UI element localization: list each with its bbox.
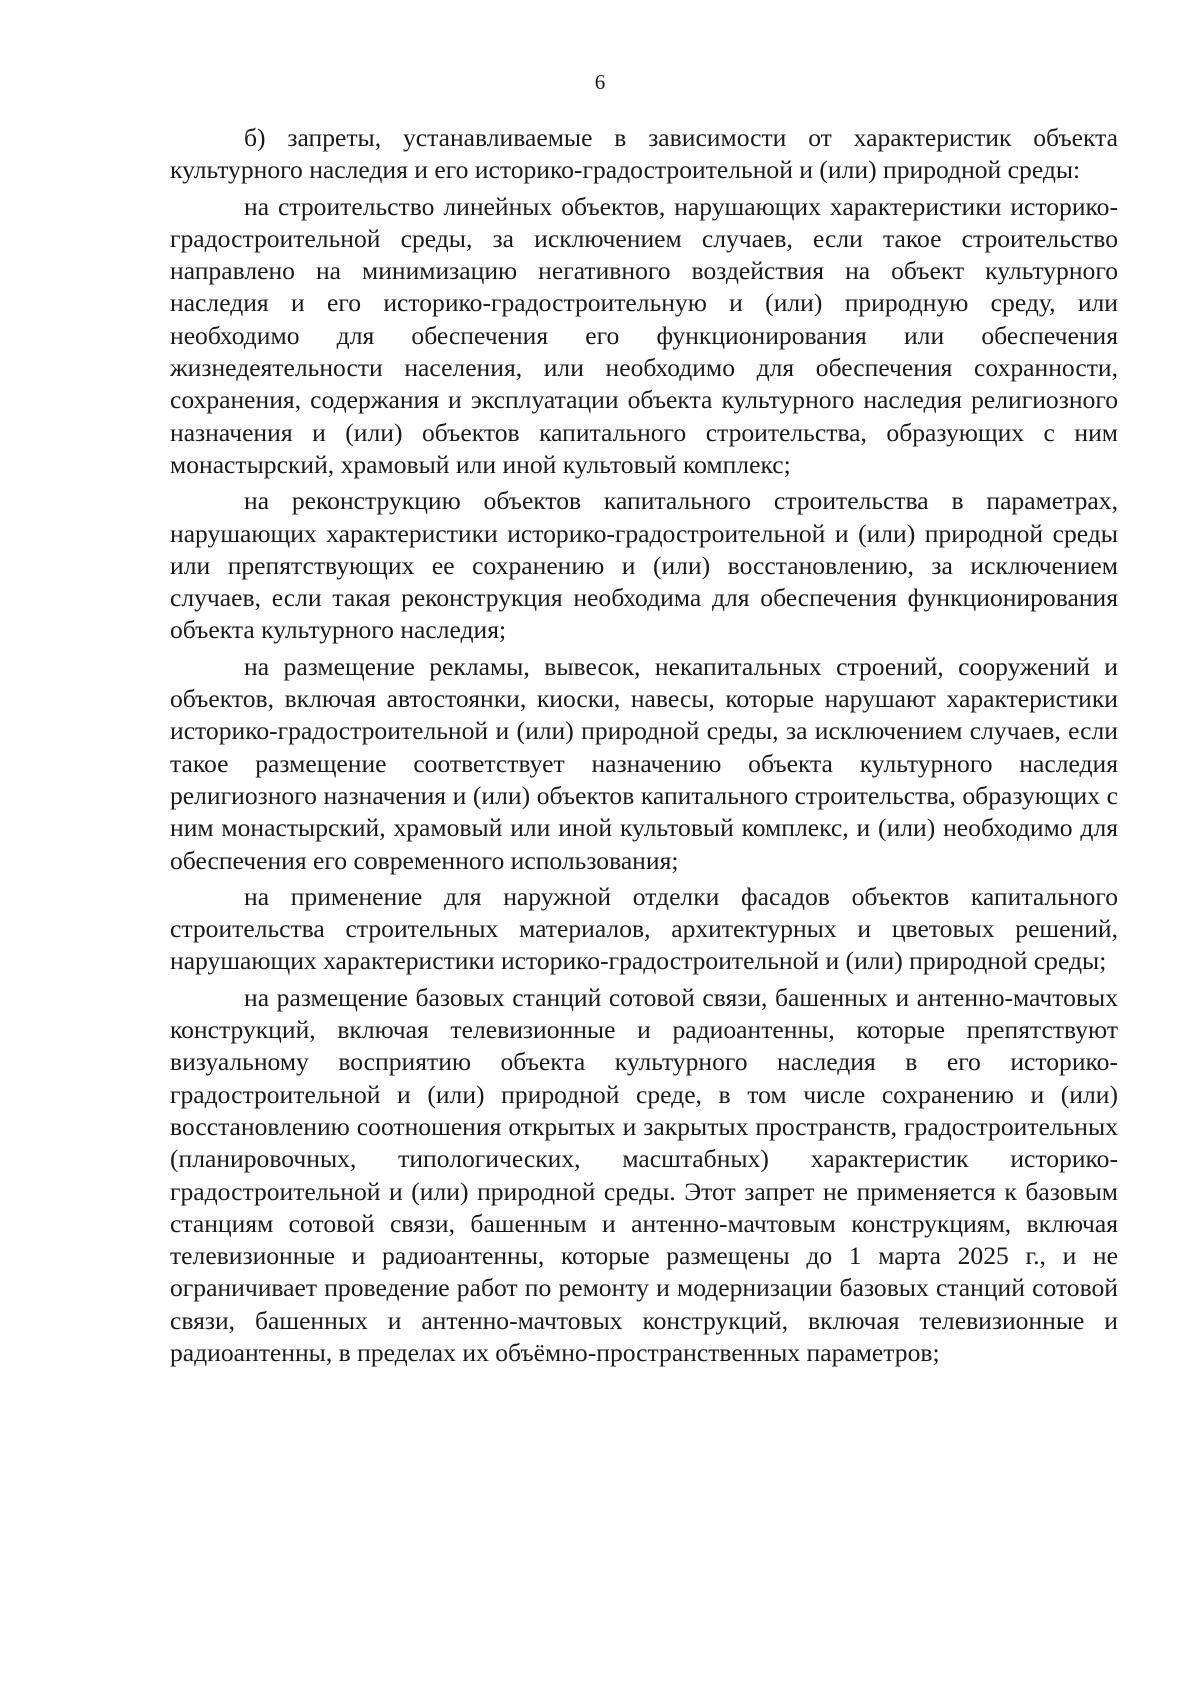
paragraph-linear-objects: на строительство линейных объектов, нарушающих характеристики историко-градостроительной среды, за исключением случаев, если такое строительство направлено на минимизацию негативного воздействия на объект культурного наследия и его историко-градостроительную и (или) природную среду, или необходимо для обеспечения его функционирования или обеспечения жизнедеятельности населения, или необходимо для обеспечения сохранности, сохранения, содержания и эксплуатации объекта культурного наследия религиозного назначения и (или) объектов капитального строительства, образующих с ним монастырский, храмовый или иной культовый комплекс; — [170, 191, 1118, 479]
paragraph-facade-finishing: на применение для наружной отделки фасадов объектов капитального строительства строительных материалов, архитектурных и цветовых решений, нарушающих характеристики историко-градостроительной и (или) природной среды; — [170, 881, 1118, 976]
paragraph-advertising: на размещение рекламы, вывесок, некапитальных строений, сооружений и объектов, включая автостоянки, киоски, навесы, которые нарушают характеристики историко-градостроительной и (или) природной среды, за исключением случаев, если такое размещение соответствует назначению объекта культурного наследия религиозного назначения и (или) объектов капитального строительства, образующих с ним монастырский, храмовый или иной культовый комплекс, и (или) необходимо для обеспечения его современного использования; — [170, 651, 1118, 875]
paragraph-prohibitions-intro: б) запреты, устанавливаемые в зависимости от характеристик объекта культурного наследия и его историко-градостроительной и (или) природной среды: — [170, 123, 1118, 185]
page-number: 6 — [594, 70, 606, 94]
paragraph-base-stations: на размещение базовых станций сотовой связи, башенных и антенно-мачтовых конструкций, включая телевизионные и радиоантенны, которые препятствуют визуальному восприятию объекта культурного наследия в его историко-градостроительной и (или) природной среде, в том числе сохранению и (или) восстановлению соотношения открытых и закрытых пространств, градостроительных (планировочных, типологических, масштабных) характеристик историко-градостроительной и (или) природной среды. Этот запрет не применяется к базовым станциям сотовой связи, башенным и антенно-мачтовым конструкциям, включая телевизионные и радиоантенны, которые размещены до 1 марта 2025 г., и не ограничивает проведение работ по ремонту и модернизации базовых станций сотовой связи, башенных и антенно-мачтовых конструкций, включая телевизионные и радиоантенны, в пределах их объёмно-пространственных параметров; — [170, 982, 1118, 1367]
paragraph-reconstruction: на реконструкцию объектов капитального строительства в параметрах, нарушающих характеристики историко-градостроительной и (или) природной среды или препятствующих ее сохранению и (или) восстановлению, за исключением случаев, если такая реконструкция необходима для обеспечения функционирования объекта культурного наследия; — [170, 486, 1118, 645]
document-body — [170, 122, 1118, 1369]
